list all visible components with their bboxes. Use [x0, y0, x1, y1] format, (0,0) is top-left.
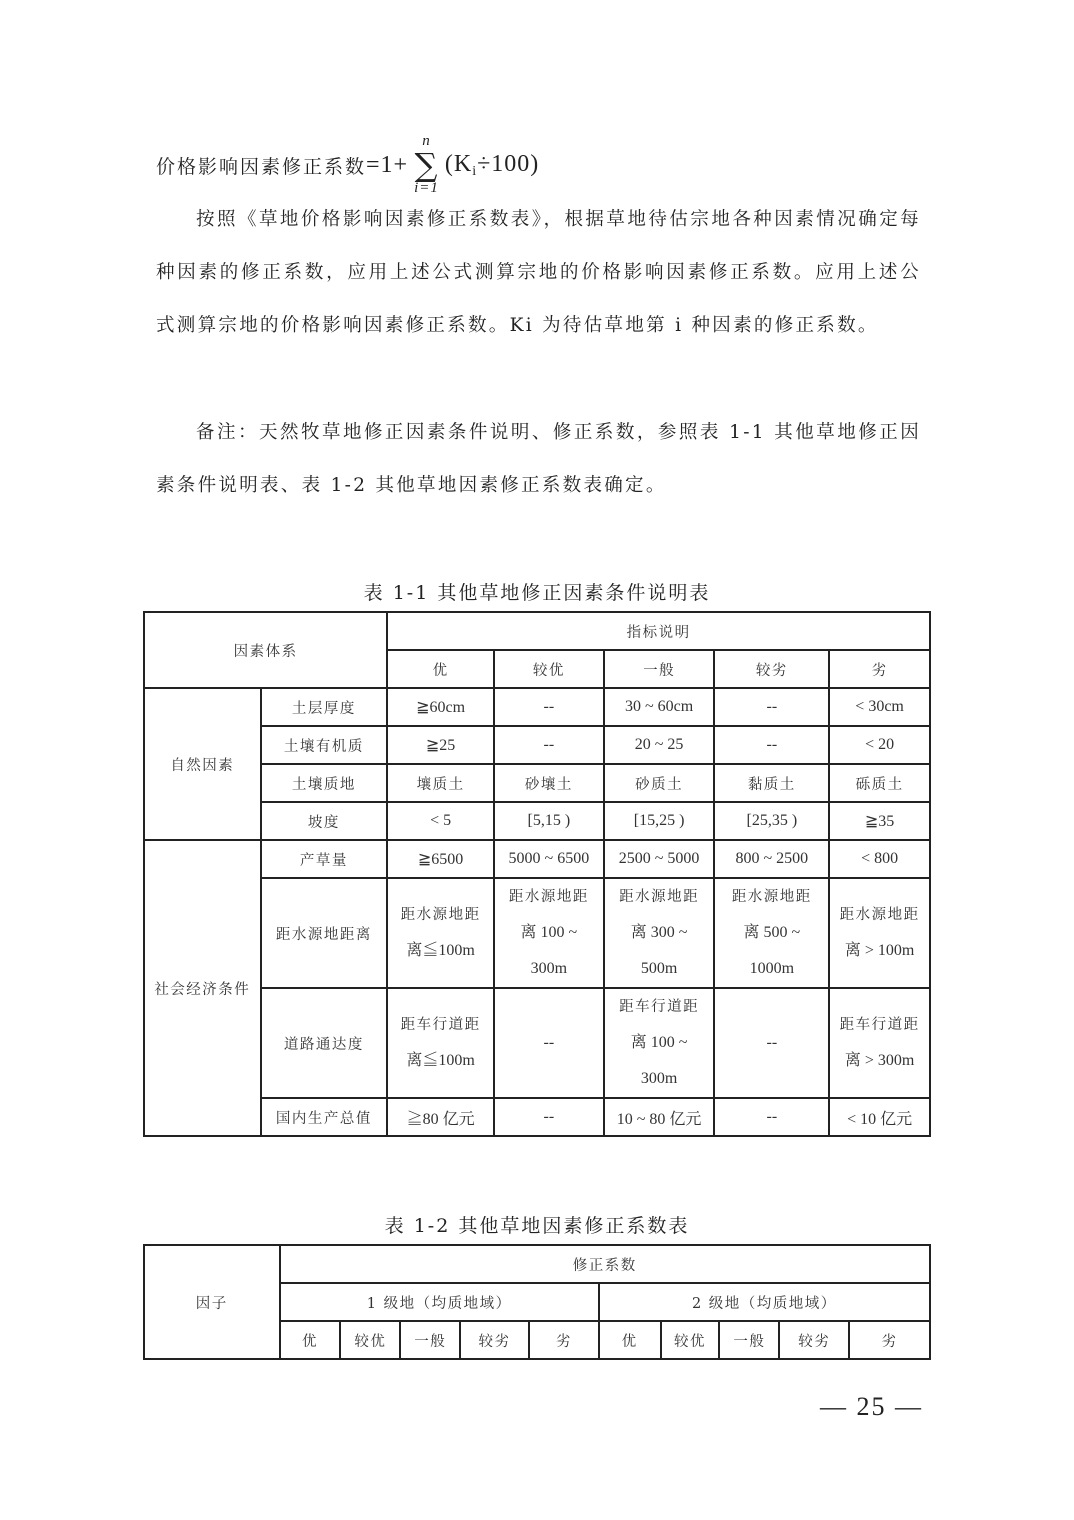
factor-label: 距水源地距离: [261, 878, 388, 988]
factor-label: 土层厚度: [261, 688, 388, 726]
group-natural: 自然因素: [144, 688, 261, 840]
paragraph-method: 按照《草地价格影响因素修正系数表》，根据草地待估宗地各种因素情况确定每种因素的修正系数，应用上述公式测算宗地的价格影响因素修正系数。应用上述公式测算宗地的价格影响因素修正系数。Ki 为待估草地第 i 种因素的修正系数。: [156, 209, 921, 336]
cell: 距车行道距 离≦100m: [387, 988, 494, 1098]
cell: ≧80 亿元: [387, 1098, 494, 1136]
grade-header: 优: [280, 1321, 341, 1359]
cell: --: [714, 726, 829, 764]
cell: 砂质土: [604, 764, 715, 802]
cell: 800 ~ 2500: [714, 840, 829, 878]
cell: 距车行道距 离 > 300m: [829, 988, 930, 1098]
header-factor-system: 因素体系: [144, 612, 387, 688]
formula-term: [445, 151, 539, 180]
grade-header: 优: [599, 1321, 661, 1359]
sum-upper-limit: n: [422, 133, 431, 149]
cell: --: [494, 688, 604, 726]
table2-correction-coefficients: [143, 1244, 931, 1360]
table1-factor-conditions: [143, 611, 931, 1137]
grade-header: 一般: [400, 1321, 460, 1359]
table2-caption: 表 1-2 其他草地因素修正系数表: [384, 1215, 690, 1237]
table1-caption: 表 1-1 其他草地修正因素条件说明表: [363, 582, 711, 604]
cell: [5,15 ): [494, 802, 604, 840]
grade-header: 劣: [829, 650, 930, 688]
cell: 砂壤土: [494, 764, 604, 802]
cell: ≧6500: [387, 840, 494, 878]
cell: 距水源地距 离 300 ~ 500m: [604, 878, 715, 988]
grade-header: 劣: [529, 1321, 599, 1359]
term-rest: ÷100): [477, 150, 540, 177]
term-subscript: i: [472, 163, 478, 179]
factor-label: 产草量: [261, 840, 388, 878]
cell: < 800: [829, 840, 930, 878]
formula-equals-one-plus: =1+: [366, 151, 409, 178]
cell: 距水源地距 离 > 100m: [829, 878, 930, 988]
table-row: [144, 688, 930, 726]
formula-lhs: 价格影响因素修正系数: [156, 155, 367, 178]
cell: --: [494, 988, 604, 1098]
cell: 距车行道距 离 100 ~ 300m: [604, 988, 715, 1098]
grade-header: 一般: [604, 650, 715, 688]
cell: < 10 亿元: [829, 1098, 930, 1136]
cell: 30 ~ 60cm: [604, 688, 715, 726]
cell: [25,35 ): [714, 802, 829, 840]
grade-header: 较优: [494, 650, 604, 688]
cell: ≧35: [829, 802, 930, 840]
cell: 20 ~ 25: [604, 726, 715, 764]
table-row: [144, 764, 930, 802]
factor-label: 坡度: [261, 802, 388, 840]
summation: [414, 134, 439, 196]
grade-header: 较优: [661, 1321, 720, 1359]
cell: 2500 ~ 5000: [604, 840, 715, 878]
factor-label: 道路通达度: [261, 988, 388, 1098]
cell: 壤质土: [387, 764, 494, 802]
table-row: [144, 726, 930, 764]
header-index-description: 指标说明: [387, 612, 930, 650]
sum-lower-limit: i=1: [414, 180, 439, 196]
cell: < 5: [387, 802, 494, 840]
cell: 距水源地距 离≦100m: [387, 878, 494, 988]
grade-header: 较劣: [714, 650, 829, 688]
cell: --: [714, 988, 829, 1098]
factor-label: 土壤质地: [261, 764, 388, 802]
cell: 砾质土: [829, 764, 930, 802]
cell: 5000 ~ 6500: [494, 840, 604, 878]
cell: [15,25 ): [604, 802, 715, 840]
group-socioeconomic: 社会经济条件: [144, 840, 261, 1136]
cell: 黏质土: [714, 764, 829, 802]
grade-header: 较劣: [460, 1321, 529, 1359]
grade-header: 较优: [340, 1321, 400, 1359]
cell: 10 ~ 80 亿元: [604, 1098, 715, 1136]
cell: ≧60cm: [387, 688, 494, 726]
grade-header: 优: [387, 650, 494, 688]
header-level-1: 1 级地（均质地域）: [280, 1283, 599, 1321]
cell: < 20: [829, 726, 930, 764]
cell: --: [494, 1098, 604, 1136]
cell: --: [494, 726, 604, 764]
table-row: [144, 878, 930, 988]
grade-header: 较劣: [779, 1321, 849, 1359]
factor-label: 土壤有机质: [261, 726, 388, 764]
table-row: [144, 802, 930, 840]
header-factor: 因子: [144, 1245, 280, 1359]
page-number: — 25 —: [820, 1392, 923, 1421]
cell: --: [714, 688, 829, 726]
table-row: [144, 840, 930, 878]
grade-header: 劣: [849, 1321, 930, 1359]
cell: --: [714, 1098, 829, 1136]
price-factor-formula: [156, 130, 539, 200]
cell: < 30cm: [829, 688, 930, 726]
cell: 距水源地距 离 500 ~ 1000m: [714, 878, 829, 988]
cell: ≧25: [387, 726, 494, 764]
sum-symbol: ∑: [414, 146, 439, 184]
grade-header: 一般: [719, 1321, 779, 1359]
cell: 距水源地距 离 100 ~ 300m: [494, 878, 604, 988]
table-row: [144, 1098, 930, 1136]
factor-label: 国内生产总值: [261, 1098, 388, 1136]
table-row: [144, 988, 930, 1098]
paragraph-note: 备注：天然牧草地修正因素条件说明、修正系数，参照表 1-1 其他草地修正因素条件说明表、表 1-2 其他草地因素修正系数表确定。: [156, 422, 921, 496]
header-correction-coefficient: 修正系数: [280, 1245, 930, 1283]
header-level-2: 2 级地（均质地域）: [599, 1283, 930, 1321]
term-open: (K: [444, 150, 473, 177]
